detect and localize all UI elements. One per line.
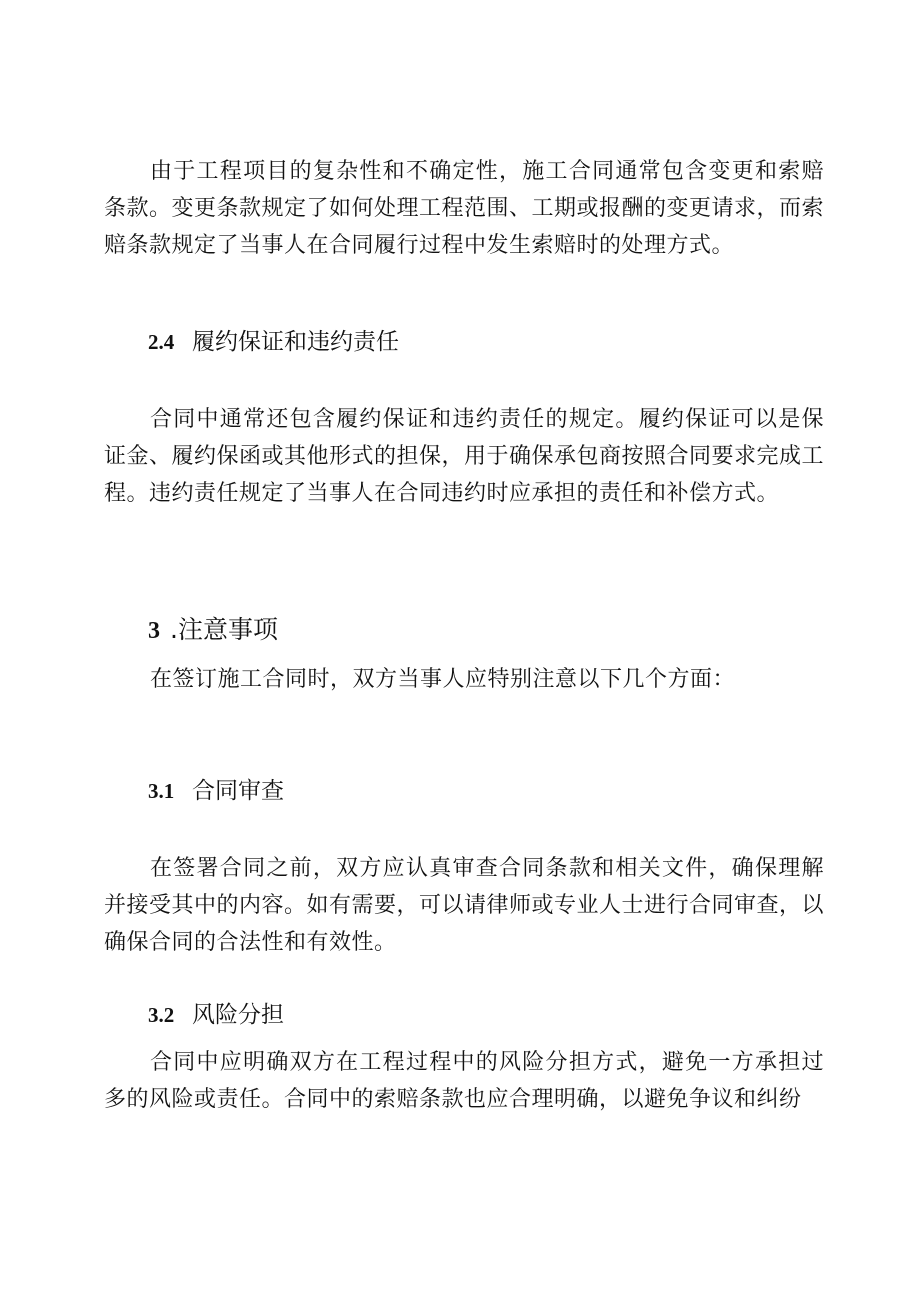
heading-3-title: .注意事项 — [170, 615, 278, 644]
paragraph-notes-intro: 在签订施工合同时，双方当事人应特别注意以下几个方面： — [150, 667, 736, 692]
heading-2-4-number: 2.4 — [148, 330, 175, 354]
paragraph-risk-sharing: 合同中应明确双方在工程过程中的风险分担方式，避免一方承担过多的风险或责任。合同中的索赔条款也应合理明确，以避免争议和纠纷 — [104, 1050, 824, 1112]
heading-2-4 — [148, 327, 399, 357]
heading-3 — [148, 613, 278, 648]
heading-3-1 — [148, 776, 284, 806]
paragraph-performance-guarantee: 合同中通常还包含履约保证和违约责任的规定。履约保证可以是保证金、履约保函或其他形式的担保，用于确保承包商按照合同要求完成工程。违约责任规定了当事人在合同违约时应承担的责任和补偿方式。 — [104, 407, 825, 506]
heading-3-2-number: 3.2 — [148, 1003, 175, 1027]
heading-3-2-title: 风险分担 — [192, 1002, 284, 1028]
heading-3-2 — [148, 1000, 284, 1030]
paragraph-change-claims: 由于工程项目的复杂性和不确定性，施工合同通常包含变更和索赔条款。变更条款规定了如何处理工程范围、工期或报酬的变更请求，而索赔条款规定了当事人在合同履行过程中发生索赔时的处理方式。 — [104, 159, 825, 258]
heading-3-1-number: 3.1 — [148, 779, 175, 803]
heading-2-4-title: 履约保证和违约责任 — [192, 329, 399, 355]
paragraph-contract-review: 在签署合同之前，双方应认真审查合同条款和相关文件，确保理解并接受其中的内容。如有需要，可以请律师或专业人士进行合同审查，以确保合同的合法性和有效性。 — [104, 856, 825, 955]
heading-3-1-title: 合同审查 — [192, 778, 284, 804]
heading-3-number: 3 — [148, 618, 160, 644]
